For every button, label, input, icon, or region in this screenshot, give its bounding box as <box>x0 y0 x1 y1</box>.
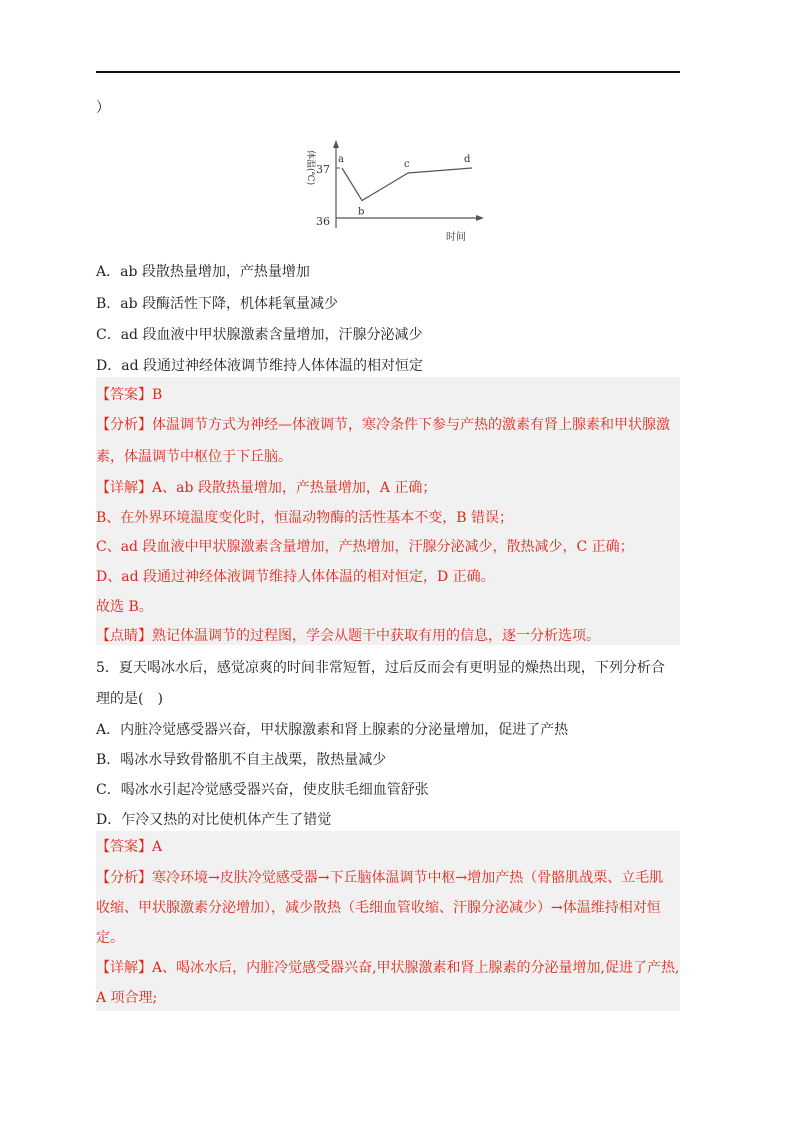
q4-tip: 【点睛】熟记体温调节的过程图，学会从题干中获取有用的信息，逐一分析选项。 <box>96 628 600 644</box>
q4-option-d: D．ad 段通过神经体液调节维持人体体温的相对恒定 <box>96 358 423 374</box>
point-label-a: a <box>338 154 344 165</box>
q5-analysis-line-2: 收缩、甲状腺激素分泌增加），减少散热（毛细血管收缩、汗腺分泌减少）→体温维持相对恒 <box>96 900 661 916</box>
q5-answer: 【答案】A <box>96 839 163 855</box>
q5-stem-line-2: 理的是( ) <box>96 691 163 707</box>
temperature-chart <box>296 140 496 248</box>
y-axis-arrow <box>333 140 339 148</box>
q4-conclusion: 故选 B。 <box>96 599 153 615</box>
q4-detail-line-1: 【详解】A、ab 段散热量增加，产热量增加，A 正确； <box>96 480 437 496</box>
q5-stem-line-1: 5．夏天喝冰水后，感觉凉爽的时间非常短暂，过后反而会有更明显的燥热出现，下列分析合 <box>96 660 665 676</box>
q5-answer-box <box>96 831 680 1011</box>
q5-option-a: A．内脏冷觉感受器兴奋，甲状腺激素和肾上腺素的分泌量增加，促进了产热 <box>96 722 569 738</box>
q4-analysis-line-2: 素，体温调节中枢位于下丘脑。 <box>96 449 292 465</box>
q5-detail-line-1: 【详解】A、喝冰水后，内脏冷觉感受器兴奋,甲状腺激素和肾上腺素的分泌量增加,促进了产热, <box>96 960 680 976</box>
ytick-37: 37 <box>316 163 330 176</box>
q5-option-c: C．喝冰水引起冷觉感受器兴奋，使皮肤毛细血管舒张 <box>96 782 429 798</box>
y-axis-label: 体温(℃) <box>305 150 315 186</box>
q5-option-d: D．乍冷又热的对比使机体产生了错觉 <box>96 812 332 828</box>
q4-answer: 【答案】B <box>96 387 163 403</box>
header-rule <box>96 71 680 73</box>
ytick-36: 36 <box>316 215 330 228</box>
q5-analysis-line-1: 【分析】寒冷环境→皮肤冷觉感受器→下丘脑体温调节中枢→增加产热（骨骼肌战栗、立毛肌 <box>96 870 664 886</box>
q4-answer-box <box>96 377 680 645</box>
x-axis-arrow <box>476 215 484 221</box>
q4-option-a: A．ab 段散热量增加，产热量增加 <box>96 264 310 280</box>
point-label-d: d <box>464 154 471 165</box>
q4-detail-line-3: C、ad 段血液中甲状腺激素含量增加，产热增加，汗腺分泌减少，散热减少，C 正确； <box>96 539 634 555</box>
q4-analysis-line-1: 【分析】体温调节方式为神经—体液调节，寒冷条件下参与产热的激素有肾上腺素和甲状腺激 <box>96 417 670 433</box>
point-label-b: b <box>358 206 365 218</box>
x-axis-label: 时间 <box>446 232 466 243</box>
temperature-series-line <box>342 168 472 201</box>
q4-detail-line-2: B、在外界环境温度变化时，恒温动物酶的活性基本不变，B 错误； <box>96 510 514 526</box>
q4-detail-line-4: D、ad 段通过神经体液调节维持人体体温的相对恒定，D 正确。 <box>96 569 495 585</box>
q5-analysis-line-3: 定。 <box>96 930 124 946</box>
q4-option-c: C．ad 段血液中甲状腺激素含量增加，汗腺分泌减少 <box>96 327 423 343</box>
question-fragment: ） <box>96 100 110 116</box>
q4-option-b: B．ab 段酶活性下降，机体耗氧量减少 <box>96 296 339 312</box>
q5-option-b: B．喝冰水导致骨骼肌不自主战栗，散热量减少 <box>96 752 387 768</box>
point-label-c: c <box>404 159 410 170</box>
q5-detail-line-2: A 项合理; <box>96 990 158 1006</box>
